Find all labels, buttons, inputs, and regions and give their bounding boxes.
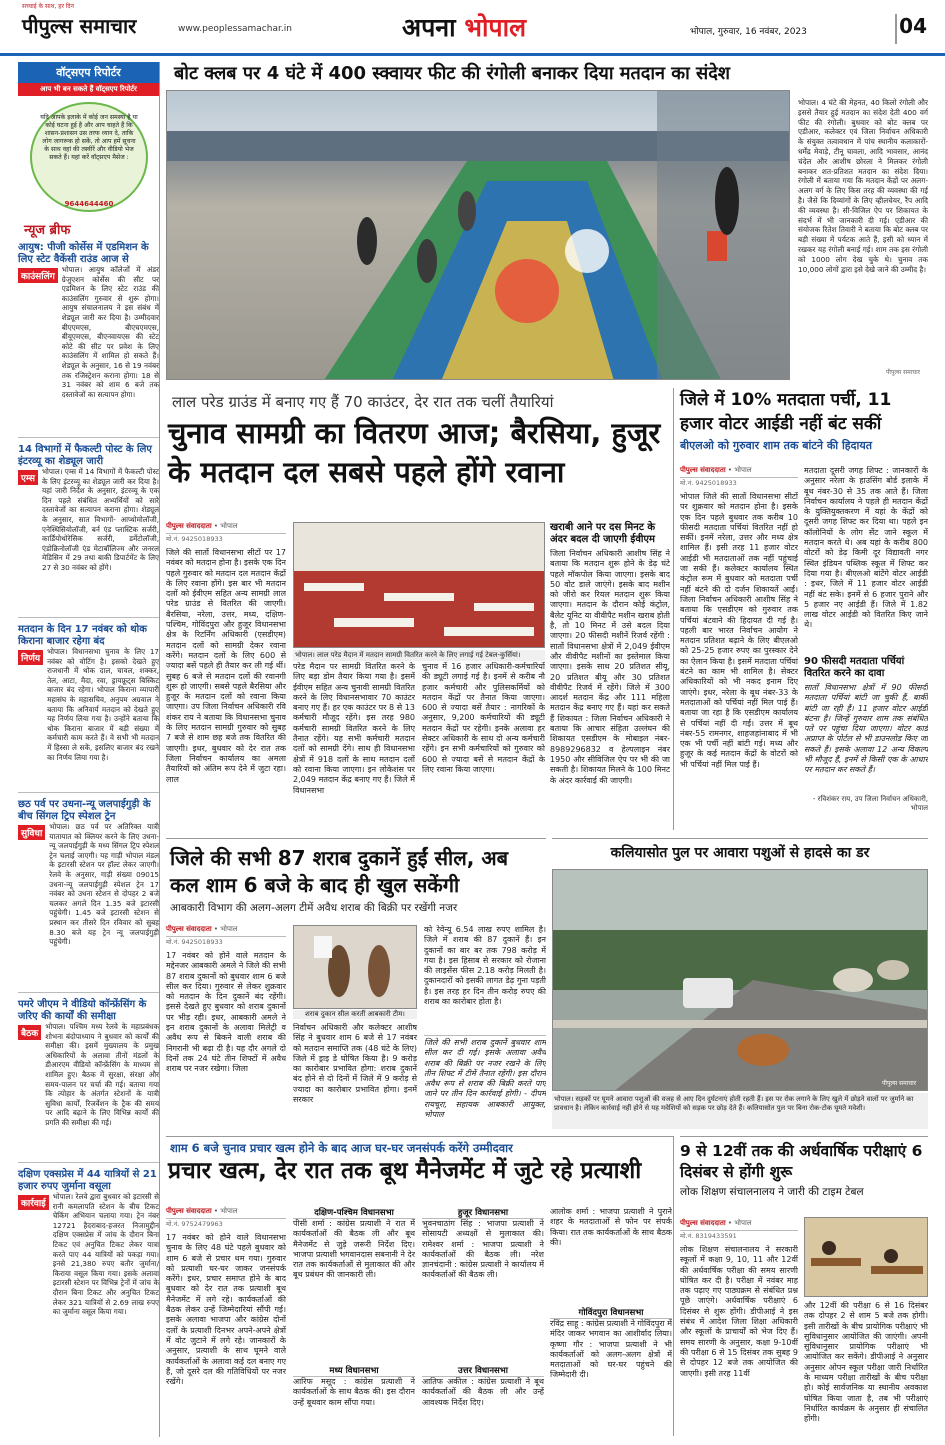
cattle-photo (552, 869, 928, 1091)
liquor-sub: आबकारी विभाग की अलग-अलग टीमें अवैध शराब की बिक्री पर रखेंगी नजर (170, 902, 458, 914)
constituency-heading: मध्य विधानसभा (293, 1365, 415, 1377)
exam-col-1: लोक शिक्षण संचालनालय ने सरकारी स्कूलों में कक्षा 9, 10, 11 और 12वीं की अर्धवार्षिक परीक्षा की समय सारणी घोषित कर दी है। परीक्षा में नवंबर माह तक पढ़ाए गए पाठ्यक्रम से संबंधित प्रश्न पूछे जाएंगे। अर्धवार्षिक परीक्षाएं 6 दिसंबर से शुरू होंगी। डीपीआई ने इस संबंध में आदेश जिला शिक्षा अधिकारी और स्कूलों के प्राचार्यों को भेज दिए हैं। समय सारणी के अनुसार, कक्षा 9-10वीं की परीक्षा 6 से 15 दिसंबर तक सुबह 9 से दोपहर 12 बजे तक आयोजित की जाएगी। इसी तरह 11वीं (680, 1245, 798, 1378)
exam-story (680, 1136, 928, 1436)
cattle-caption: भोपाल। सड़कों पर घूमने आवारा पशुओं की वजह से आए दिन दुर्घटनाएं होती रहती हैं। इस पर रोक लगाने के लिए खुले में छोड़ने वालों पर जुर्माने का प्रावधान है। लेकिन कार्रवाई नहीं होने से यह मवेशियों को सड़क पर छोड़ देते हैं। कलियासोत पुल पर बिना रोक-टोक घूमते मवेशी। (552, 1093, 928, 1129)
byline: पीपुल्स संवाददाता • भोपाल (166, 522, 286, 534)
artist-figure (715, 167, 739, 235)
byline: पीपुल्स संवाददाता • भोपाल (680, 466, 798, 478)
whatsapp-body: यदि आपके इलाके में कोई जन समस्या है या कोई घटना हुई है और आप चाहते हैं कि शासन-प्रशासन उस तरफ ध्यान दे, ताकि लोग जागरूक हो सकें, तो आप हमें सूचना के साथ वहां की तस्वीरें और वीडियो भेज सकते हैं। यहां करें वॉट्सएप मैसेज : (40, 114, 138, 161)
liquor-byline (166, 925, 286, 946)
mobile-number: मो.नं. 8319433591 (680, 1232, 737, 1240)
constituency-body: आरिफ मसूद : कांग्रेस प्रत्याशी ने कार्यकर्ताओं के साथ बैठक की। इस दौरान उन्हें बूथवार काम सौंपा गया। (293, 1377, 415, 1407)
campaign-byline (166, 1207, 286, 1228)
dateline: भोपाल, गुरुवार, 16 नवंबर, 2023 (690, 27, 807, 37)
brief-headline: पमरे जीएम ने वीडियो कॉन्फ्रेंसिंग के जरिए की कार्यों की समीक्षा (18, 999, 147, 1022)
campaign-col-3 (422, 1207, 544, 1435)
cattle-photo-credit: पीपुल्स समाचार (882, 1080, 917, 1087)
constituency-body: पीसी शर्मा : कांग्रेस प्रत्याशी ने रात में कार्यकर्ताओं की बैठक ली और बूथ मैनेजमेंट से जुड़े जरूरी निर्देश दिए। भाजपा प्रत्याशी भगवानदास सबनानी ने देर रात तक कार्यकर्ताओं से मुलाकात की और बूथ प्रबंधन की जानकारी ली। (293, 1219, 415, 1280)
lead-photo-caption: भोपाल। लाल परेड मैदान में मतदान सामग्री वितरित करने के लिए लगाई गई टेबल-कुर्सियां। (293, 650, 545, 661)
constituency-body: भुवनचाठांग सिंह : भाजपा प्रत्याशी ने सोसायटी अध्यक्षों से मुलाकात की। रामेश्वर शर्मा : भाजपा प्रत्याशी ने कार्यकर्ताओं की बैठक ली। नरेश ज्ञानचंदानी : कांग्रेस प्रत्याशी ने कार्यालय में कार्यकर्ताओं की बैठक ली। (422, 1219, 544, 1280)
student-figure (884, 1249, 898, 1263)
liquor-col-1: 17 नवंबर को होने वाले मतदान के मद्देनजर आबकारी अमले ने जिले की सभी 87 शराब दुकानों को बुधवार शाम 6 बजे सील कर दिया। गुरुवार से लेकर शुक्रवार को मतदान के दिन दुकानें बंद रहेंगी। इससे देखते हुए बुधवार को शराब दुकानों पर भीड़ रही। इधर, आबकारी अमले ने इन शराब दुकानों के अलावा मिलेट्री व अवैध रूप से बिकने वाली शराब की निगरानी भी बढ़ा दी है। यह दौर अगले दो दिनों तक 24 घंटे तीन शिफ्टों में अवैध शराब पर नजर रखेगा। जिला (166, 951, 286, 1074)
brief-tag: काउंसलिंग (18, 268, 58, 283)
voter-slip-byline (680, 466, 798, 487)
campaign-col-2 (293, 1207, 415, 1435)
brief-item (18, 1163, 159, 1353)
cattle-story (552, 838, 928, 1130)
rangoli-illustration (167, 91, 790, 380)
brief-body: भोपाल। पश्चिम मध्य रेलवे के महाप्रबंधक शोभना बंदोपाध्याय ने बुधवार को कार्यों की समीक्षा की। इसमें मुख्यालय के प्रमुख अधिकारियों के अलावा तीनों मंडलों के डीआरएम वीडियो कॉन्फ्रेंसिंग के माध्यम से शामिल हुए। बैठक में सुरक्षा, संरक्षा और समय-पालन पर चर्चा की गई। बताया गया कि त्योहार के अंतर्गत स्टेशनों के यात्री सुविधा कार्यों, रिजर्वेशन के ट्रैक की समय पर आदि बढ़ाने के लिए विभिन्न कार्यों की प्रगति की समीक्षा की गई। (45, 1022, 159, 1127)
constituency-heading: दक्षिण-पश्चिम विधानसभा (293, 1207, 415, 1219)
lead-kicker: लाल परेड ग्राउंड में बनाए गए हैं 70 काउंटर, देर रात तक चलीं तैयारियां (172, 393, 554, 411)
voter-slip-sub: बीएलओ को गुरुवार शाम तक बांटने की हिदायत (680, 439, 872, 452)
mobile-number: मो.नं. 9425018933 (166, 535, 223, 543)
artist-figure (417, 239, 437, 283)
cow (877, 960, 909, 980)
brief-headline: दक्षिण एक्सप्रेस में 44 यात्रियों से 21 हजार रुपए जुर्माना वसूला (18, 1169, 157, 1192)
lead-byline (166, 522, 286, 543)
constituency-body: आलोक शर्मा : भाजपा प्रत्याशी ने पुराने शहर के मतदाताओं से फोन पर संपर्क किया। रात तक कार्यकर्ताओं के साथ बैठक की। (550, 1207, 672, 1247)
brief-body: भोपाल। छठ पर्व पर अतिरिक्त यात्री यातायात को क्लियर करने के लिए उधना-न्यू जलपाईगुड़ी के मध्य सिंगल ट्रिप स्पेशल ट्रेन चलाई जाएगी। यह गाड़ी भोपाल मंडल के इटारसी स्टेशन पर हॉल्ट लेकर जाएगी। रेलवे के अनुसार, गाड़ी संख्या 09015 उधना-न्यू जलपाईगुड़ी स्पेशल ट्रेन 17 नवंबर को उधना स्टेशन से दोपहर 2 बजे चलकर अगले दिन 1.35 बजे इटारसी पहुंचेगी। 1.45 बजे इटारसी स्टेशन से प्रस्थान कर तीसरे दिन रविवार को सुबह 8.30 बजे यह ट्रेन न्यू जलपाईगुड़ी पहुंचेगी। (49, 822, 159, 947)
brief-headline: छठ पर्व पर उधना-न्यू जलपाईगुड़ी के बीच सिंगल ट्रिप स्पेशल ट्रेन (18, 799, 151, 822)
exam-headline: 9 से 12वीं तक की अर्धवार्षिक परीक्षाएं 6 दिसंबर से होंगी शुरू (680, 1142, 923, 1181)
news-brief-title: न्यूज ब्रीफ (24, 223, 71, 238)
brief-item (18, 618, 159, 793)
brief-item (18, 438, 159, 618)
constituency-heading: गोविंदपुरा विधानसभा (550, 1307, 672, 1319)
whatsapp-number[interactable]: 9644644460 (64, 200, 114, 208)
byline: पीपुल्स संवाददाता • भोपाल (166, 1207, 286, 1219)
rangoli-motif (495, 259, 559, 323)
cow (737, 1034, 789, 1066)
site-url[interactable]: www.peoplessamachar.in (178, 24, 292, 34)
byline: पीपुल्स संवाददाता • भोपाल (166, 925, 286, 937)
rangoli-headline: बोट क्लब पर 4 घंटे में 400 स्क्वायर फीट की रंगोली बनाकर दिया मतदान का संदेश (174, 63, 730, 84)
voter-slip-box-head: 90 फीसदी मतदाता पर्चियां वितरित करने का दावा (804, 656, 905, 679)
brief-tag: सुविधा (18, 825, 45, 840)
whatsapp-box (18, 100, 159, 216)
brief-body: भोपाल। एम्स में 14 विभागों में फैकल्टी पोस्ट के लिए इंटरव्यू का शेड्यूल जारी कर दिया है। यहां जारी निर्देश के अनुसार, इंटरव्यू के एक दिन पहले संबंधित अभ्यर्थियों को सारे दस्तावेजों का सत्यापन कराना होगा। शेड्यूल के अनुसार, सात विभागों- आप्थोमोलॉजी, एनेस्थिसियोलॉजी, बर्न एंड प्लास्टिक सर्जरी, कार्डियोथोरेसिक सर्जरी, डर्मेटोलॉजी, एंडोक्रिनोलॉजी एंड मेटाबॉलिज्म और जनरल मेडिसिन में 29 तथा बाकी डिपार्टमेंट के लिए 27 से 30 नवंबर को होंगे। (42, 467, 159, 572)
officer-figure (368, 945, 390, 997)
exam-photo-illustration (805, 1218, 928, 1297)
liquor-col-3: को रेवेन्यू 6.54 लाख रुपए शामिल है। जिले में शराब की 87 दुकानें हैं। इन दुकानों का बार बर तक 798 करोड़ में गया है। इस हिसाब से सरकार को रोजाना की लाइसेंस फीस 2.18 करोड़ मिलती है। दुकानदारों को इसकी लागत डेढ़ गुना पड़ती है। इस तरह हर दिन तीन करोड़ रुपए की शराब का कारोबार होता है। (424, 925, 546, 1007)
table (444, 627, 534, 636)
exam-photo (804, 1217, 928, 1297)
voter-slip-box (804, 656, 928, 828)
car (683, 978, 733, 1008)
brand-tagline: सच्चाई के साथ, हर दिन (22, 3, 74, 10)
liquor-photo (293, 925, 417, 1009)
brief-body: भोपाल। आयुष कॉलेजों में अंडर ग्रेजुएशन कोर्सेस की सीट पर एडमिशन के लिए स्टेट राउंड की काउंसलिंग गुरुवार से शुरू होगा। आयुष संचालनालय ने इस संबंध में शेड्यूल जारी कर दिया है। उम्मीदवार बीएएमएस, बीएचएमएस, बीयूएमएस, बीएनवायएस की स्टेट कोटे की सीट पर प्रवेश के लिए काउंसलिंग में शामिल हो सकते हैं। शेड्यूल के अनुसार, 16 से 19 नवंबर तक रजिस्ट्रेशन कराना होगा। 18 से 31 नवंबर को शाम 6 बजे तक दस्तावेजों का सत्यापन होगा। (61, 265, 159, 399)
seal-notice (314, 936, 332, 958)
masthead (0, 0, 945, 56)
rangoli-body: भोपाल। 4 घंटे की मेहनत, 40 किलो रंगोली और इससे तैयार हुई मतदान का संदेश देती 400 वर्ग फीट की रंगोली। बुधवार को बोट क्लब पर एडीआर, कलेक्टर एवं जिला निर्वाचन अधिकारी के संयुक्त तत्वावधान में पांच स्थानीय कलाकारों-धर्मेंद्र मेवाड़े, टीनू चावला, आदि भावसार, आनंद चंदेल और आशीष छोरला ने मिलकर रंगोली बनाकर शत-प्रतिशत मतदान का संदेश दिया। रंगोली में बताया गया कि मतदान केंद्रों पर अलग-अलग वर्ग के लिए किस तरह की व्यवस्था की गई है। जैसे कि दिव्यांगों के लिए व्हीलचेयर, रैंप आदि की व्यवस्था है। सी-विजिल ऐप पर शिकायत के संदर्भ में भी जानकारी दी गई। एडीआर की संयोजक रितेश तिवारी ने बताया कि बोट क्लब पर बड़ी संख्या में पर्यटक आते हैं, इसी को ध्यान में रखकर यह रंगोली बनाई गई। शाम तक इस रंगोली को 1000 लोग देख चुके थे। चुनाव तक 10,000 लोगों द्वारा इसे देखे जाने की उम्मीद है। (798, 98, 928, 274)
artist-figure (458, 191, 476, 231)
classroom (805, 1218, 928, 1297)
table (304, 583, 364, 591)
constituency-body: रविंद्र साहू : कांग्रेस प्रत्याशी ने गोविंदपुरा में मंदिर जाकर भगवान का आशीर्वाद लिया। कृष्णा गौर : भाजपा प्रत्याशी ने भी कार्यकर्ताओं को अलग-अलग क्षेत्रों में मतदाताओं को घर-घर पहुंचने की जिम्मेदारी दी। (550, 1319, 672, 1380)
campaign-kicker: शाम 6 बजे चुनाव प्रचार खत्म होने के बाद आज घर-घर जनसंपर्क करेंगे उम्मीदवार (170, 1141, 513, 1155)
evm-body: जिला निर्वाचन अधिकारी आशीष सिंह ने बताया कि मतदान शुरू होने के डेढ़ घंटे पहले मॉकपोल किया जाएगा। इसके बाद 50 वोट डाले जाएंगे। इसके बाद मशीन को जीरो कर रियल मतदान शुरू किया जाएगा। मतदान के दौरान कोई कंट्रोल, बैलेट यूनिट या वीवीपैट मशीन खराब होती है, तो 10 मिनट में उसे बदल दिया जाएगा। 20 फीसदी मशीनें रिजर्व रहेंगी : सातों विधानसभा क्षेत्रों में 2,049 ईवीएम और वीवीपैट मशीनों का इस्तेमाल किया जाएगा। इसके साथ 20 प्रतिशत सीयू, 20 प्रतिशत बीयू और 30 प्रतिशत वीवीपैट रिजर्व में रहेंगे। जिले में 300 आदर्श मतदान केंद्र और 111 महिला मतदान केंद्र बनाए गए हैं। यहां कर सकते हैं शिकायत : जिला निर्वाचन अधिकारी ने बताया कि आचार संहिता उल्लंघन की शिकायत एसडीएम के मोबाइल नंबर- 8989296832 व हेल्पलाइन नंबर 1950 और सीविजिल ऐप पर भी की जा सकती है। शिकायत मिलने के 100 मिनट के अंदर कार्रवाई की जाएगी। (550, 549, 670, 785)
lead-headline: चुनाव सामग्री का वितरण आज; बैरसिया, हुजूर के मतदान दल सबसे पहले होंगे रवाना (168, 416, 661, 489)
brief-headline: 14 विभागों में फैकल्टी पोस्ट के लिए इंटरव्यू का शेड्यूल जारी (18, 444, 152, 467)
rangoli-photo (166, 90, 790, 380)
sidebar (18, 62, 160, 1437)
table (474, 603, 534, 611)
liquor-quote: जिले की सभी शराब दुकानें बुधवार शाम सील कर दी गई। इसके अलावा अवैध शराब की बिक्री पर नजर रखने के लिए तीन शिफ्ट में टीमें तैनात रहेंगी। इस दौरान अवैध रूप से शराब की बिक्री करते पाए जाने पर तीन दिन कार्रवाई होगी। - दीपम रायचूरा, सहायक आबकारी आयुक्त, भोपाल (424, 1035, 546, 1129)
table (384, 593, 454, 601)
liquor-headline: जिले की सभी 87 शराब दुकानें हुईं सील, अब कल शाम 6 बजे के बाद ही खुल सकेंगी (170, 846, 509, 897)
constituency-heading: हुजूर विधानसभा (422, 1207, 544, 1219)
brand-logo: पीपुल्स समाचार (22, 14, 137, 38)
rangoli-photo-credit: पीपुल्स समाचार (886, 369, 921, 376)
lead-col-1: जिले की सातों विधानसभा सीटों पर 17 नवंबर को मतदान होना है। इसके एक दिन पहले गुरुवार को मतदान दल मतदान केंद्रों के लिए रवाना होंगे। इस बार भी मतदान दलों को ईवीएम सहित अन्य सामग्री लाल परेड ग्राउंड से वितरित की जाएगी। बैरसिया, नरेला, उत्तर, मध्य, दक्षिण-पश्चिम, गोविंदपुरा और हुजूर विधानसभा क्षेत्र के रिटर्निंग अधिकारी (एसडीएम) मतदान दलों को सामग्री देकर रवाना करेंगे। मतदान दलों के लिए 600 से ज्यादा बसें पहले ही तैयार कर ली गई थीं। सुबह 6 बजे से मतदान दलों की रवानगी शुरू हो जाएगी। सबसे पहले बैरसिया और हुजूर के मतदान दलों को रवाना किया जाएगा। उप जिला निर्वाचन अधिकारी रवि शंकर राय ने बताया कि विधानसभा चुनाव के लिए मतदान सामग्री गुरुवार को सुबह 7 बजे से शाम छह बजे तक वितरित की जाएगी। इधर, बुधवार को देर रात तक जिला निर्वाचन कार्यालय का अमला तैयारियों को अंतिम रूप देने में जुटा रहा। लाल (166, 548, 286, 784)
voter-slip-box-credit: - रविशंकर राय, उप जिला निर्वाचन अधिकारी, भोपाल (812, 795, 928, 812)
page-number: 04 (895, 14, 927, 44)
voter-slip-col-1: भोपाल जिले की सातों विधानसभा सीटों पर शुक्रवार को मतदान होना है। इसके एक दिन पहले बुधवार तक करीब 10 फीसदी मतदाता पर्चियां वितरित नहीं हो सकीं। इनमें नरेला, उत्तर और मध्य क्षेत्र शामिल हैं। इसी तरह 11 हजार वोटर आईडी भी मतदाताओं तक नहीं पहुंचाई जा सकी हैं। कलेक्टर कार्यालय स्थित कंट्रोल रूम में बुधवार को मतदाता पर्ची नहीं बंटने की दो दर्जन शिकायतें आईं। जिला निर्वाचन अधिकारी आशीष सिंह ने बताया कि एसडीएम को गुरुवार तक पर्चियां बंटवाने की हिदायत दी गई है। पहली बार भारत निर्वाचन आयोग ने मतदान प्रतिशत बढ़ाने के लिए बीएलओ को 25-25 हजार रुपए का पुरस्कार देने का ऐलान किया है। इसमें मतदाता पर्चियां बंटने का काम भी शामिल है। सेक्टर अधिकारियों को भी नकद इनाम दिए जाएंगे। इधर, नरेला के बूथ नंबर-33 के मतदाताओं को पर्चियां नहीं मिल पाई हैं। बताया जा रहा है कि एसडीएम कार्यालय से पर्चियां नहीं दी गईं। उत्तर में बूथ नंबर-55 रामनगर, शाहजहांनाबाद में भी एक भी पर्ची नहीं बांटी गई। मध्य और हुजूर के कई मतदान केंद्रों के वोटरों को भी पर्चियां नहीं मिल पाई हैं। (680, 492, 798, 769)
cow (833, 968, 873, 992)
byline: पीपुल्स संवाददाता • भोपाल (680, 1219, 798, 1231)
liquor-photo-caption: शराब दुकान सील करतीं आबकारी टीम। (293, 1010, 417, 1019)
lead-story (166, 388, 674, 830)
lead-col-3: चुनाव में 16 हजार अधिकारी-कर्मचारियों की ड्यूटी लगाई गई है। इनमें से करीब नौ हजार कर्मचारी और पुलिसकर्मियों को मतदान केंद्रों पर तैनात किया जाएगा। 600 से ज्यादा बसें तैयार : नागरिकों के अनुसार, 9,200 कर्मचारियों की ड्यूटी मतदान केंद्रों पर रहेगी। इनके अलावा हर सेक्टर अधिकारी के साथ दो अन्य कर्मचारी रहेंगे। इन सभी कर्मचारियों को गुरुवार को 600 से ज्यादा बसें से मतदान केंद्रों के लिए रवाना किया जाएगा। (422, 662, 545, 774)
brief-headline: मतदान के दिन 17 नवंबर को थोक किराना बाजार रहेगा बंद (18, 624, 147, 647)
campaign-col-1: 17 नवंबर को होने वाले विधानसभा चुनाव के लिए 48 घंटे पहले बुधवार को शाम 6 बजे से प्रचार थम गया। गुरुवार को प्रत्याशी घर-घर जाकर जनसंपर्क करेंगे। इधर, प्रचार समाप्त होने के बाद बुधवार को देर रात तक प्रत्याशी बूथ मैनेजमेंट में लगे रहे। कार्यकर्ताओं की बैठक लेकर उन्हें जिम्मेदारियां सौंपी गई। इसके अलावा भाजपा और कांग्रेस दोनों दलों के प्रत्याशी दिनभर अपने-अपने क्षेत्रों में वोट जुटाने में लगे रहे। जानकारों के अनुसार, प्रत्याशी के साथ घूमने वाले कार्यकर्ताओं के अलावा कई दल बनाए गए हैं, जो दूसरे दल की गतिविधियों पर नजर रखेंगे। (166, 1233, 286, 1387)
voter-slip-box-body: सातों विधानसभा क्षेत्रों में 90 फीसदी मतदाता पर्चियां बांटी जा चुकी हैं, बाकी बांटी जा रही हैं। 11 हजार वोटर आईडी बंटना है। जिन्हें गुरुवार शाम तक संबंधित पते पर पहुंचा दिया जाएगा। वोटर कार्ड अप्राप्त के पोर्टल से भी डाउनलोड किए जा सकते हैं। इसके अलावा 12 अन्य विकल्प भी मौजूद हैं, इनमें से किसी एक के आधार पर मतदान कर सकते हैं। (804, 683, 928, 775)
brief-tag: एम्स (18, 470, 38, 485)
exam-byline (680, 1219, 798, 1240)
mobile-number: मो.नं. 9752479963 (166, 1220, 223, 1228)
campaign-story (166, 1136, 674, 1436)
evm-sidebar (550, 522, 670, 826)
voter-slip-story (680, 388, 928, 830)
brief-headline: आयुष: पीजी कोर्सेस में एडमिशन के लिए स्टेट वैकेंसी राउंड आज से (18, 242, 149, 265)
section-prefix: अपना (402, 13, 456, 42)
brief-item (18, 242, 159, 438)
bridge-rail (553, 1020, 928, 1028)
whatsapp-title: वॉट्सएप रिपोर्टर (18, 62, 159, 83)
lead-photo-illustration (294, 523, 545, 648)
cattle-headline: कलियासोत पुल पर आवारा पशुओं से हादसे का डर (610, 845, 870, 861)
student-figure (822, 1241, 836, 1255)
rangoli-story (166, 62, 928, 382)
liquor-photo-illustration (294, 926, 417, 1009)
desk (811, 1258, 861, 1266)
brief-body: भोपाल। रेलवे द्वारा बुधवार को इटारसी से रानी कमलापति स्टेशन के बीच टिकट चेकिंग अभियान चलाया गया। ट्रेन नंबर 12721 हैदराबाद-हजरत निजामुद्दीन दक्षिण एक्सप्रेस में जांच के दौरान बिना टिकट एवं अनुचित टिकट लेकर यात्रा करते पाए 44 यात्रियों को पकड़ा गया। इनसे 21,380 रुपए बतौर जुर्माना/किराया वसूल किया गया। इसके अलावा इटारसी स्टेशन पर विभिन्न ट्रेनों में जांच के दौरान बिना टिकट और अनुचित टिकट लेकर 321 यात्रियों से 2.69 लाख रुपए का जुर्माना वसूल किया गया। (52, 1192, 159, 1317)
section-title (402, 10, 526, 44)
mobile-number: मो.नं. 9425018933 (166, 938, 223, 946)
brief-item (18, 993, 159, 1163)
exam-col-2: और 12वीं की परीक्षा 6 से 16 दिसंबर तक दोपहर 2 से शाम 5 बजे तक होगी। इसी तारीखों के बीच प्रायोगिक परीक्षाएं भी सुविधानुसार आयोजित की जाएंगी। अपनी सुविधानुसार प्रायोगिक परीक्षाएं भी आयोजित कर सकेंगे। डीपीआई ने अनुसार अनुसार ओपन स्कूल परीक्षा जारी निर्धारित के माध्यम परीक्षा तारीखों के बीच परीक्षा हो। कोई सार्वजनिक या स्थानीय अवकाश घोषित किया जाता है, तब भी परीक्षाएं निर्धारित कार्यक्रम के अनुसार ही संचालित होंगी। (804, 1301, 928, 1424)
rangoli-motif (565, 229, 609, 273)
brief-item (18, 793, 159, 993)
brief-tag: कार्रवाई (18, 1195, 49, 1210)
voter-slip-headline: जिले में 10% मतदाता पर्ची, 11 हजार वोटर आईडी नहीं बंट सकीं (680, 390, 892, 434)
constituency-heading: उत्तर विधानसभा (422, 1365, 544, 1377)
brief-tag: बैठक (18, 1025, 41, 1040)
exam-sub: लोक शिक्षण संचालनालय ने जारी की टाइम टेबल (680, 1186, 864, 1198)
voter-slip-col-2: मतदाता दूसरी जगह शिफ्ट : जानकारों के अनुसार नरेला के हाउसिंग बोर्ड इलाके में बूथ नंबर-30 से 35 तक आते हैं। जिला निर्वाचन कार्यालय ने पहले ही मतदान केंद्रों के युक्तियुक्तकरण में यहां के केंद्रों को दूसरी जगह शिफ्ट कर दिया था। पहले इन कॉलोनियों के लोग सेंट जाने स्कूल में मतदान करते थे। अब यहां के करीब 800 वोटरों को डेढ़ किमी दूर विद्यावती नगर स्थित इंडियन पब्लिक स्कूल में शिफ्ट कर दिया गया है। बीएलओ बांटेंगे वोटर आईडी : इधर, जिले में 11 हजार वोटर आईडी नहीं बंट सके। इनमें से 6 हजार पुराने और 5 हजार नए आईडी हैं। जिले में 1.82 लाख वोटर आईडी को वितरित किए जाने थे। (804, 466, 928, 630)
table (334, 618, 414, 627)
lead-col-2: परेड मैदान पर सामग्री वितरित करने के लिए बड़ा डोम तैयार किया गया है। इसमें ईवीएम सहित अन्य चुनावी सामग्री वितरित करने के लिए विधानसभावार 70 काउंटर बनाए गए हैं। हर एक काउंटर पर 8 से 13 कर्मचारी मौजूद रहेंगे। इस तरह 980 कर्मचारी सामग्री वितरित करने के लिए तैनात रहेंगे। यह सभी कर्मचारी मतदान दलों को सामग्री देंगे। साथ ही विधानसभा क्षेत्रों में 918 दलों के साथ मतदान दलों को रवाना किया जाएगा। इन लोकेशंस पर 2,049 मतदान केंद्र बनाए गए हैं। जिले में विधानसभा (293, 662, 415, 795)
liquor-col-2: निर्वाचन अधिकारी और कलेक्टर आशीष सिंह ने बुधवार शाम 6 बजे से 17 नवंबर को मतदान समाप्ति तक (48 घंटे के लिए) जिले में ड्राइ डे घोषित किया है। 9 करोड़ का कारोबार प्रभावित होगा: शराब दुकानें बंद होने से दो दिनों में जिले में 9 करोड़ से ज्यादा का कारोबार प्रभावित होगा। इनमें सरकार (293, 1023, 417, 1105)
whatsapp-sub: आप भी बन सकते हैं वॉट्सएप रिपोर्टर (18, 83, 159, 96)
liquor-story (166, 838, 546, 1130)
stool (707, 231, 727, 261)
campaign-col-4 (550, 1207, 672, 1435)
dome-ceiling (294, 523, 545, 573)
lead-photo (293, 522, 545, 648)
desk (871, 1266, 923, 1274)
mobile-number: मो.नं. 9425018933 (680, 479, 737, 487)
campaign-headline: प्रचार खत्म, देर रात तक बूथ मैनेजमेंट में जुटे रहे प्रत्याशी (168, 1158, 642, 1184)
evm-headline: खराबी आने पर दस मिनट के अंदर बदल दी जाएगी ईवीएम (550, 522, 656, 545)
section-name: भोपाल (464, 13, 527, 42)
brief-body: भोपाल। विधानसभा चुनाव के लिए 17 नवंबर को वोटिंग है। इसको देखते हुए राजधानी में थोक दाल, चावल, शक्कर, तेल, आटा, मैदा, रवा, ड्रायफ्रूट्स बिस्किट बाजार बंद रहेगा। भोपाल किराना व्यापारी महासंघ के महासचिव, अनुपम अग्रवाल ने बताया कि अनिवार्य मतदान को देखते हुए यह निर्णय लिया गया है। उन्होंने बताया कि थोक किराना बाजार में बड़ी संख्या में कर्मचारी काम करते हैं। वे सभी भी मतदान में हिस्सा ले सकें, इसलिए बाजार बंद रखने का निर्णय लिया गया है। (47, 647, 159, 762)
cattle-photo-illustration (553, 870, 928, 1091)
brief-tag: निर्णय (18, 650, 43, 665)
constituency-body: आतिफ अकील : कांग्रेस प्रत्याशी ने बूथ कार्यकर्ताओं की बैठक ली और उन्हें आवश्यक निर्देश दिए। (422, 1377, 544, 1407)
artist-figure (357, 217, 377, 265)
shop-wall (294, 926, 417, 1009)
